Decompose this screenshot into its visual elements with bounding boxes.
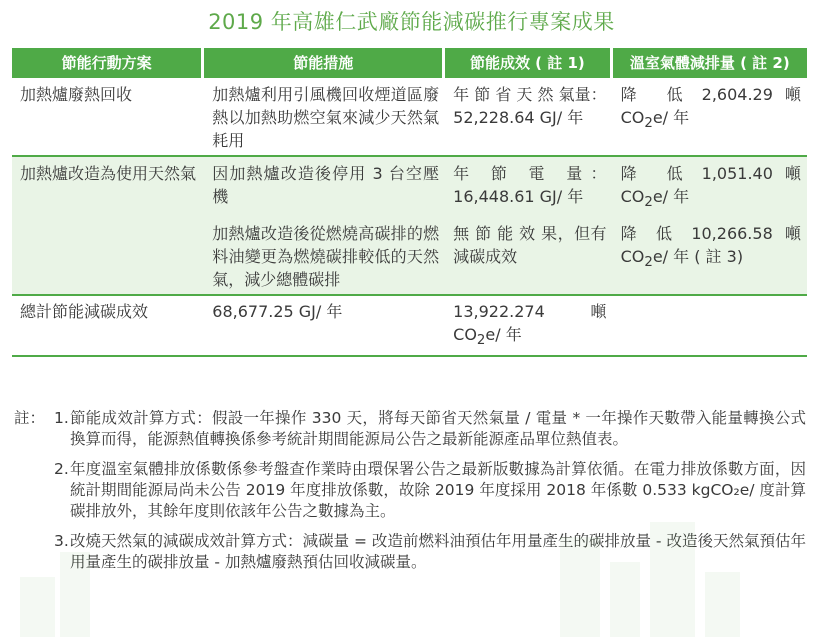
plan-cell: 加熱爐廢熱回收 [20, 85, 133, 104]
header-measure: 節能措施 [204, 48, 445, 78]
reduction-cell [613, 155, 807, 217]
measure-cell: 加熱爐改造後從燃燒高碳排的燃料油變更為燃燒碳排較低的天然氣，減少總體碳排 [212, 224, 440, 290]
footnote-number: 3. [54, 532, 69, 550]
footnote [14, 459, 806, 522]
table-header-row [12, 48, 807, 78]
reduction-prefix: 13,922.274 噸 CO [453, 302, 607, 345]
total-label: 總計節能減碳成效 [12, 294, 204, 357]
footnote-number: 2. [54, 460, 69, 478]
notes-lead: 註： [14, 409, 46, 427]
energy-saving-table [12, 48, 807, 357]
footnote-text: 年度溫室氣體排放係數係參考盤查作業時由環保署公告之最新版數據為計算依循。在電力排放係數方面，因統計期間能源局尚未公告 2019 年度排放係數，故除 2019 年度採用 2018 年係數 0.533 kgCO₂e/ 度計算碳排放外，其餘年度則依該年公告之數據為主。 [70, 460, 806, 520]
footnote-number: 1. [54, 409, 69, 427]
footnote-text: 節能成效計算方式：假設一年操作 330 天，將每天節省天然氣量 / 電量 * 一年操作天數帶入能量轉換公式換算而得，能源熱值轉換係參考統計期間能源局公告之最新能源產品單位熱值表。 [70, 409, 806, 448]
table-row [12, 78, 807, 155]
co2-subscript: 2 [476, 333, 486, 349]
background-cityscape-graphic [0, 517, 823, 637]
footnote [14, 408, 806, 450]
reduction-cell [613, 78, 807, 155]
footnote-text: 改燒天然氣的減碳成效計算方式：減碳量 = 改造前燃料油預估年用量產生的碳排放量 - 改造後天然氣預估年用量產生的碳排放量 - 加熱爐廢熱預估回收減碳量。 [70, 532, 806, 571]
reduction-suffix: e/ 年 [652, 108, 690, 127]
total-row [12, 294, 807, 357]
plan-cell: 加熱爐改造為使用天然氣 [12, 155, 204, 294]
total-energy: 68,677.25 GJ/ 年 [204, 294, 445, 357]
co2-subscript: 2 [644, 255, 653, 271]
effect-cell: 年 節 省 天 然 氣量：52,228.64 GJ/ 年 [453, 85, 607, 127]
empty-cell [613, 294, 807, 357]
reduction-prefix: 降 低 10,266.58 噸 CO [620, 224, 801, 267]
header-plan: 節能行動方案 [12, 48, 204, 78]
reduction-suffix: e/ 年 ( 註 3) [652, 247, 744, 267]
reduction-prefix: 降 低 2,604.29 噸 CO [620, 85, 801, 127]
co2-subscript: 2 [644, 195, 653, 211]
co2-subscript: 2 [644, 116, 653, 132]
header-effect: 節能成效 ( 註 1) [445, 48, 612, 78]
reduction-prefix: 降 低 1,051.40 噸 CO [620, 164, 801, 206]
measure-cell: 因加熱爐改造後停用 3 台空壓機 [204, 155, 445, 217]
table-row [12, 155, 807, 217]
effect-cell: 年 節 電 量：16,448.61 GJ/ 年 [445, 155, 612, 217]
measure-cell: 加熱爐利用引風機回收煙道區廢熱以加熱助燃空氣來減少天然氣耗用 [212, 85, 440, 150]
reduction-suffix: e/ 年 [652, 187, 690, 206]
page-title: 2019 年高雄仁武廠節能減碳推行專案成果 [208, 10, 615, 34]
total-reduction [445, 294, 612, 357]
effect-cell: 無 節 能 效 果，但有減碳成效 [453, 224, 607, 267]
reduction-cell [613, 217, 807, 294]
header-reduction: 溫室氣體減排量 ( 註 2) [613, 48, 807, 78]
reduction-suffix: e/ 年 [485, 325, 522, 345]
